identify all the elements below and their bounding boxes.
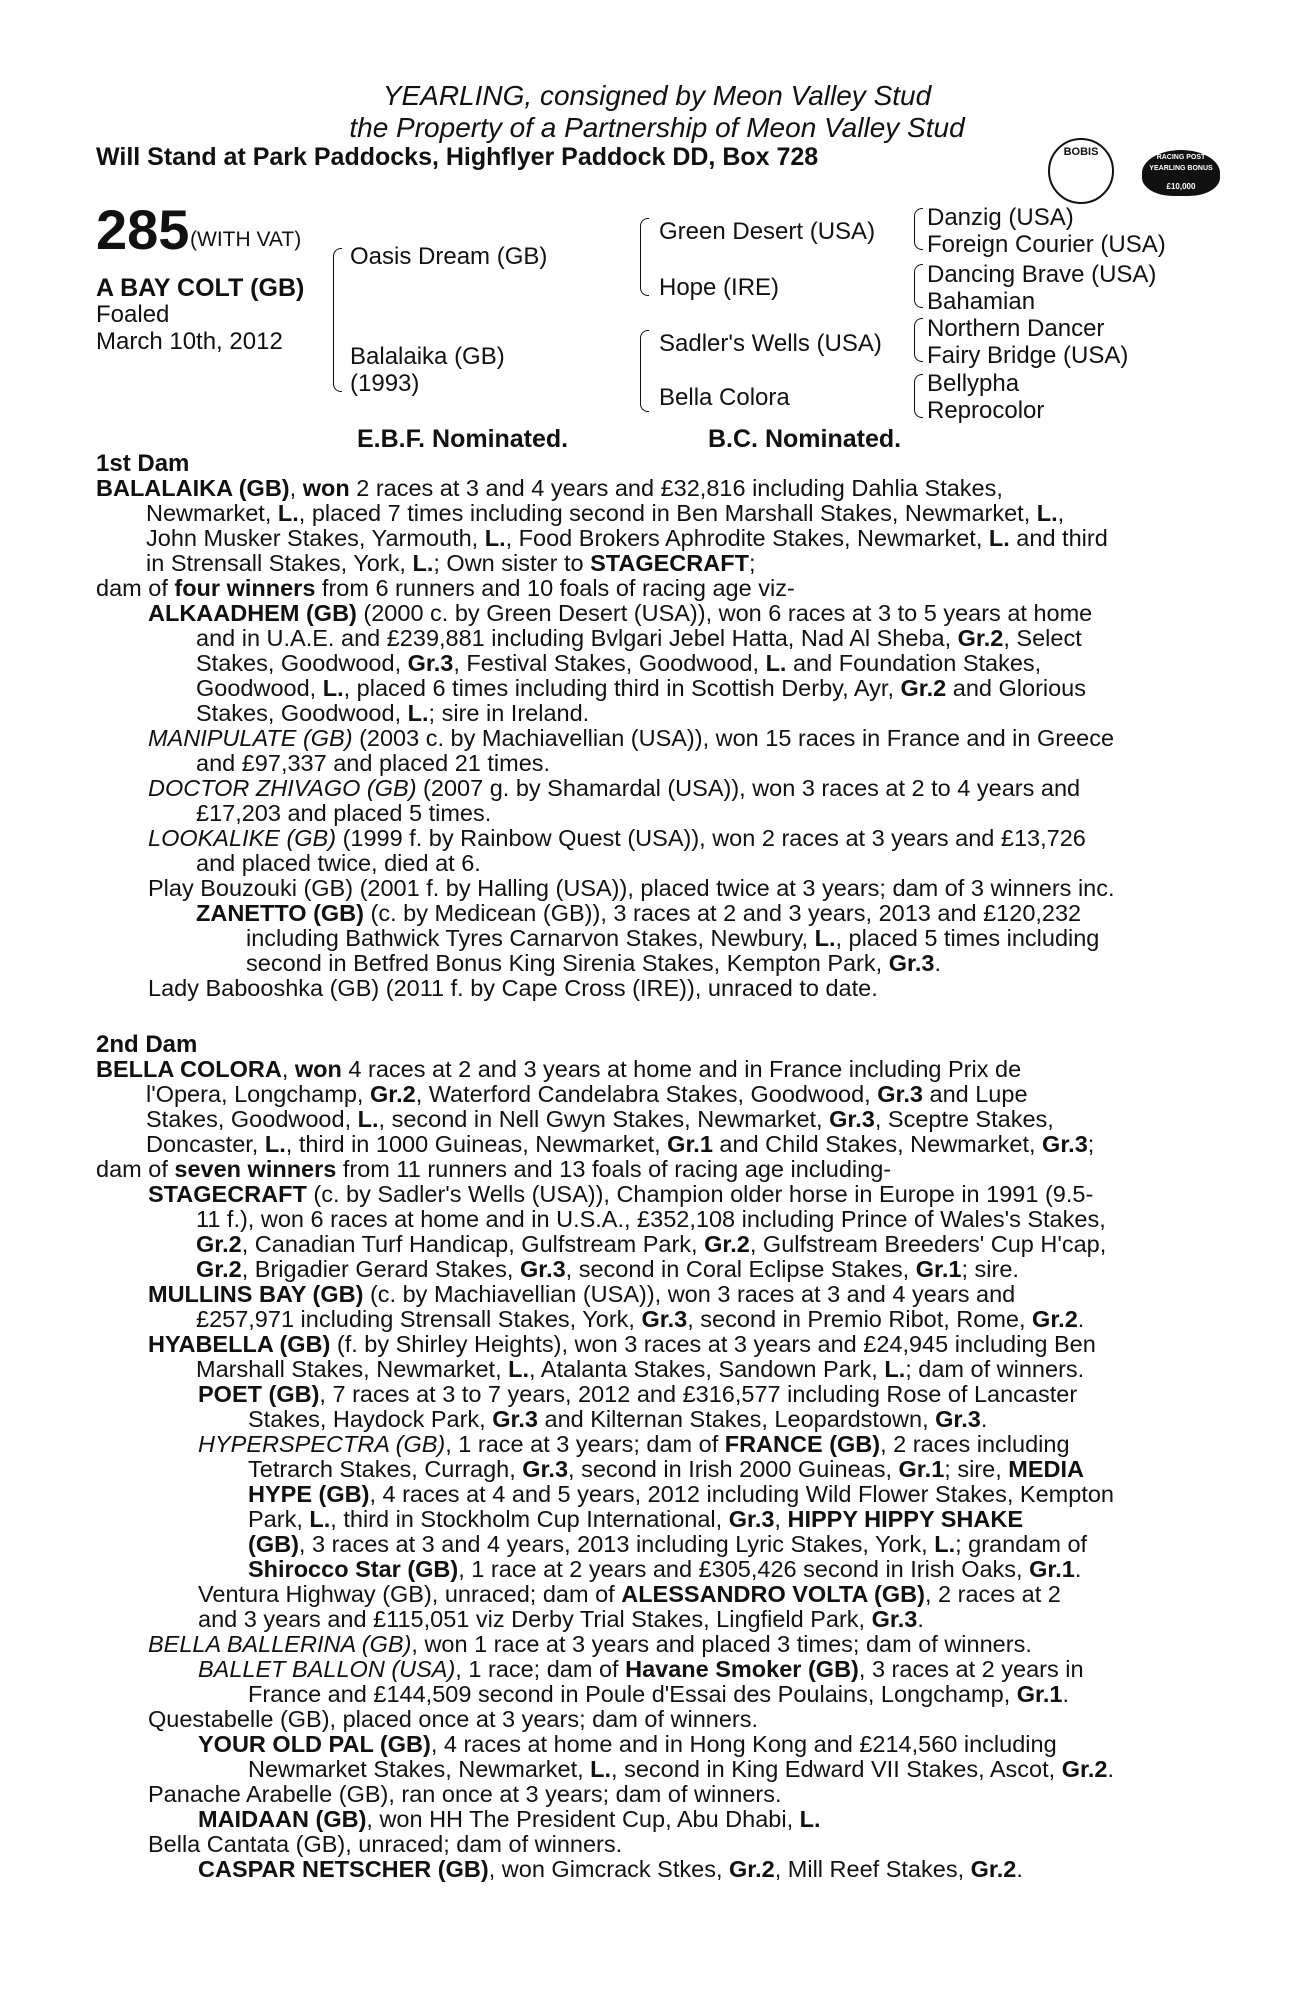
second-dam-line: l'Opera, Longchamp, Gr.2, Waterford Candelabra Stakes, Goodwood, Gr.3 and Lupe — [146, 1081, 1028, 1107]
bc-nominated: B.C. Nominated. — [708, 425, 902, 453]
pedigree-dsd: Fairy Bridge (USA) — [927, 342, 1129, 369]
pedigree-sdd: Bahamian — [927, 288, 1036, 315]
pedigree-brace-ds — [914, 318, 923, 362]
lot-number: 285 — [96, 198, 190, 261]
progeny-line: Tetrarch Stakes, Curragh, Gr.3, second in Irish 2000 Guineas, Gr.1; sire, MEDIA — [248, 1456, 1084, 1482]
progeny-line: HYPERSPECTRA (GB), 1 race at 3 years; dam of FRANCE (GB), 2 races including — [198, 1431, 1070, 1457]
first-dam-line: dam of four winners from 6 runners and 10 foals of racing age viz- — [96, 575, 795, 601]
progeny-line: MULLINS BAY (GB) (c. by Machiavellian (USA)), won 3 races at 3 and 4 years and — [148, 1281, 1016, 1307]
header-location: Will Stand at Park Paddocks, Highflyer Paddock DD, Box 728 — [96, 143, 819, 171]
pedigree-sire-sire: Green Desert (USA) — [659, 218, 876, 245]
progeny-line: HYPE (GB), 4 races at 4 and 5 years, 2012 including Wild Flower Stakes, Kempton — [248, 1481, 1114, 1507]
bobis-logo-text: BOBIS — [1063, 146, 1099, 158]
pedigree-sire: Oasis Dream (GB) — [350, 243, 548, 270]
first-dam-line: BALALAIKA (GB), won 2 races at 3 and 4 years and £32,816 including Dahlia Stakes, — [96, 475, 1003, 501]
progeny-line: France and £144,509 second in Poule d'Essai des Poulains, Longchamp, Gr.1. — [248, 1681, 1070, 1707]
progeny-line: STAGECRAFT (c. by Sadler's Wells (USA)), Champion older horse in Europe in 1991 (9.5- — [148, 1181, 1094, 1207]
pedigree-dam-dam: Bella Colora — [659, 384, 790, 411]
pedigree-brace-dd — [914, 374, 923, 418]
progeny-line: Shirocco Star (GB), 1 race at 2 years and £305,426 second in Irish Oaks, Gr.1. — [248, 1556, 1082, 1582]
progeny-line: (GB), 3 races at 3 and 4 years, 2013 including Lyric Stakes, York, L.; grandam of — [248, 1531, 1088, 1557]
progeny-line: POET (GB), 7 races at 3 to 7 years, 2012 and £316,577 including Rose of Lancaster — [198, 1381, 1078, 1407]
progeny-line: and £97,337 and placed 21 times. — [196, 750, 551, 776]
progeny-line: and in U.A.E. and £239,881 including Bvlgari Jebel Hatta, Nad Al Sheba, Gr.2, Select — [196, 625, 1082, 651]
header-consignor: YEARLING, consigned by Meon Valley Stud — [382, 80, 932, 111]
pedigree-dss: Northern Dancer — [927, 315, 1105, 342]
second-dam-heading: 2nd Dam — [96, 1031, 198, 1058]
header-property: the Property of a Partnership of Meon Valley Stud — [349, 112, 965, 143]
progeny-line: Marshall Stakes, Newmarket, L., Atalanta Stakes, Sandown Park, L.; dam of winners. — [196, 1356, 1085, 1382]
progeny-line: CASPAR NETSCHER (GB), won Gimcrack Stkes, Gr.2, Mill Reef Stakes, Gr.2. — [198, 1856, 1023, 1882]
lot-vat: (WITH VAT) — [190, 228, 302, 251]
bobis-logo — [1048, 138, 1114, 204]
progeny-line: Gr.2, Canadian Turf Handicap, Gulfstream Park, Gr.2, Gulfstream Breeders' Cup H'cap, — [196, 1231, 1107, 1257]
pedigree-brace-dam — [640, 330, 649, 412]
progeny-line: Park, L., third in Stockholm Cup International, Gr.3, HIPPY HIPPY SHAKE — [248, 1506, 1024, 1532]
first-dam-line: in Strensall Stakes, York, L.; Own sister to STAGECRAFT; — [146, 550, 756, 576]
bonus-logo-top: RACING POST — [1156, 154, 1206, 161]
bonus-logo-amount: £10,000 — [1166, 182, 1196, 191]
progeny-line: 11 f.), won 6 races at home and in U.S.A., £352,108 including Prince of Wales's Stakes, — [196, 1206, 1106, 1232]
pedigree-brace-ss — [914, 208, 923, 250]
progeny-line: Bella Cantata (GB), unraced; dam of winners. — [148, 1831, 623, 1857]
progeny-line: MANIPULATE (GB) (2003 c. by Machiavellian (USA)), won 15 races in France and in Greece — [148, 725, 1115, 751]
ebf-nominated: E.B.F. Nominated. — [357, 425, 569, 453]
progeny-line: LOOKALIKE (GB) (1999 f. by Rainbow Quest (USA)), won 2 races at 3 years and £13,726 — [148, 825, 1086, 851]
progeny-line: BELLA BALLERINA (GB), won 1 race at 3 years and placed 3 times; dam of winners. — [148, 1631, 1032, 1657]
progeny-line: Stakes, Goodwood, Gr.3, Festival Stakes, Goodwood, L. and Foundation Stakes, — [196, 650, 1042, 676]
lot-title: A BAY COLT (GB) — [96, 274, 305, 302]
progeny-line: Lady Babooshka (GB) (2011 f. by Cape Cross (IRE)), unraced to date. — [148, 975, 878, 1001]
first-dam-heading: 1st Dam — [96, 450, 190, 477]
progeny-line: YOUR OLD PAL (GB), 4 races at home and in Hong Kong and £214,560 including — [198, 1731, 1057, 1757]
progeny-line: HYABELLA (GB) (f. by Shirley Heights), won 3 races at 3 years and £24,945 including Ben — [148, 1331, 1096, 1357]
pedigree-brace-1 — [333, 248, 342, 392]
progeny-line: Gr.2, Brigadier Gerard Stakes, Gr.3, second in Coral Eclipse Stakes, Gr.1; sire. — [196, 1256, 1019, 1282]
progeny-line: Questabelle (GB), placed once at 3 years; dam of winners. — [148, 1706, 759, 1732]
progeny-line: including Bathwick Tyres Carnarvon Stakes, Newbury, L., placed 5 times including — [246, 925, 1100, 951]
pedigree-brace-sd — [914, 264, 923, 308]
progeny-line: Ventura Highway (GB), unraced; dam of ALESSANDRO VOLTA (GB), 2 races at 2 — [198, 1581, 1061, 1607]
pedigree-ssd: Foreign Courier (USA) — [927, 231, 1166, 258]
progeny-line: second in Betfred Bonus King Sirenia Stakes, Kempton Park, Gr.3. — [246, 950, 941, 976]
bonus-logo-mid: YEARLING BONUS — [1149, 165, 1213, 172]
pedigree-dam-year: (1993) — [350, 370, 420, 397]
progeny-line: BALLET BALLON (USA), 1 race; dam of Havane Smoker (GB), 3 races at 2 years in — [198, 1656, 1084, 1682]
second-dam-line: Stakes, Goodwood, L., second in Nell Gwyn Stakes, Newmarket, Gr.3, Sceptre Stakes, — [146, 1106, 1054, 1132]
progeny-line: Goodwood, L., placed 6 times including third in Scottish Derby, Ayr, Gr.2 and Glorious — [196, 675, 1087, 701]
progeny-line: and placed twice, died at 6. — [196, 850, 481, 876]
first-dam-line: Newmarket, L., placed 7 times including second in Ben Marshall Stakes, Newmarket, L., — [146, 500, 1065, 526]
progeny-line: DOCTOR ZHIVAGO (GB) (2007 g. by Shamardal (USA)), won 3 races at 2 to 4 years and — [148, 775, 1081, 801]
progeny-line: MAIDAAN (GB), won HH The President Cup, Abu Dhabi, L. — [198, 1806, 821, 1832]
progeny-line: ALKAADHEM (GB) (2000 c. by Green Desert (USA)), won 6 races at 3 to 5 years at home — [148, 600, 1093, 626]
progeny-line: Stakes, Goodwood, L.; sire in Ireland. — [196, 700, 590, 726]
pedigree-dds: Bellypha — [927, 370, 1020, 397]
first-dam-line: John Musker Stakes, Yarmouth, L., Food Brokers Aphrodite Stakes, Newmarket, L. and third — [146, 525, 1108, 551]
foaled-date: March 10th, 2012 — [96, 328, 283, 355]
second-dam-line: BELLA COLORA, won 4 races at 2 and 3 years at home and in France including Prix de — [96, 1056, 1022, 1082]
progeny-line: £17,203 and placed 5 times. — [196, 800, 492, 826]
progeny-line: Panache Arabelle (GB), ran once at 3 years; dam of winners. — [148, 1781, 782, 1807]
pedigree-dam-sire: Sadler's Wells (USA) — [659, 330, 882, 357]
progeny-line: £257,971 including Strensall Stakes, York, Gr.3, second in Premio Ribot, Rome, Gr.2. — [196, 1306, 1085, 1332]
pedigree-sire-dam: Hope (IRE) — [659, 274, 780, 301]
progeny-line: Stakes, Haydock Park, Gr.3 and Kilternan Stakes, Leopardstown, Gr.3. — [248, 1406, 988, 1432]
pedigree-sds: Dancing Brave (USA) — [927, 261, 1157, 288]
second-dam-line: dam of seven winners from 11 runners and 13 foals of racing age including- — [96, 1156, 892, 1182]
pedigree-sss: Danzig (USA) — [927, 204, 1074, 231]
pedigree-ddd: Reprocolor — [927, 397, 1045, 424]
progeny-line: Newmarket Stakes, Newmarket, L., second in King Edward VII Stakes, Ascot, Gr.2. — [248, 1756, 1114, 1782]
progeny-line: and 3 years and £115,051 viz Derby Trial Stakes, Lingfield Park, Gr.3. — [198, 1606, 924, 1632]
yearling-bonus-logo — [1142, 150, 1220, 196]
pedigree-dam: Balalaika (GB) — [350, 343, 505, 370]
foaled-label: Foaled — [96, 301, 170, 328]
second-dam-line: Doncaster, L., third in 1000 Guineas, Newmarket, Gr.1 and Child Stakes, Newmarket, Gr.3; — [146, 1131, 1095, 1157]
pedigree-brace-sire — [640, 218, 649, 296]
progeny-line: Play Bouzouki (GB) (2001 f. by Halling (USA)), placed twice at 3 years; dam of 3 winners inc. — [148, 875, 1115, 901]
progeny-line: ZANETTO (GB) (c. by Medicean (GB)), 3 races at 2 and 3 years, 2013 and £120,232 — [196, 900, 1082, 926]
